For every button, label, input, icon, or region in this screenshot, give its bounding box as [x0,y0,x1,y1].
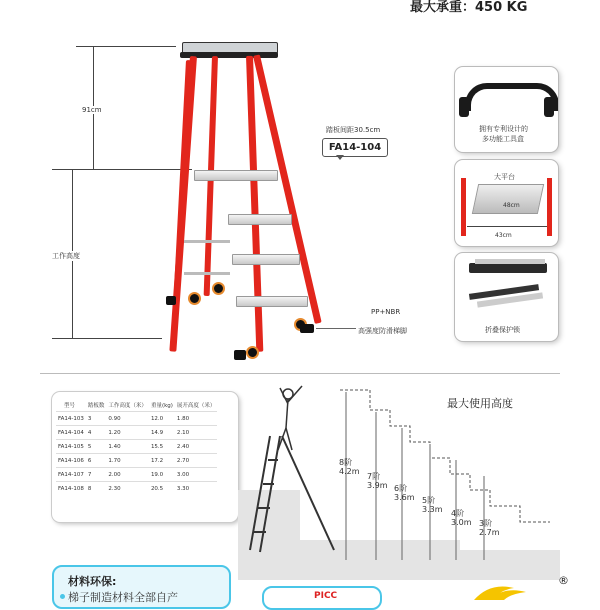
table-row [56,482,217,496]
working-height-label: 工作高度 [52,252,80,260]
usage-level [394,484,415,502]
table-cell: FA14-105 [56,440,86,454]
level-height: 3.0m [451,518,472,527]
table-cell: 1.70 [106,454,149,468]
col-header: 踏板数 [87,402,105,409]
table-cell: FA14-107 [56,468,86,482]
level-height: 4.2m [339,467,360,476]
level-steps: 4阶 [451,509,465,518]
stair-wall [238,490,560,580]
ladder-step [236,296,308,307]
registered-mark: ® [558,574,569,587]
col-header: 展开高度（米） [176,402,216,409]
table-cell: 6 [86,454,107,468]
lock-caption: 折叠保护锁 [485,326,520,334]
picc-label: PICC [314,591,338,601]
table-cell: 20.5 [149,482,175,496]
wheel [188,292,201,305]
section-divider [40,373,560,374]
foot-material-label: PP+NBR [371,308,401,316]
level-steps: 6阶 [394,484,408,493]
col-header: 型号 [64,402,76,409]
person-figure [278,386,302,450]
col-header: 工作高度（米） [108,402,147,409]
level-steps: 5阶 [422,496,436,505]
table-cell: FA14-106 [56,454,86,468]
usage-diagram [230,380,560,580]
usage-level [451,509,472,527]
level-height: 3.3m [422,505,443,514]
level-height: 3.9m [367,481,388,490]
table-cell: 0.90 [106,412,149,426]
material-title: 材料环保: [68,575,117,588]
table-cell: 2.10 [175,426,218,440]
table-cell: 2.40 [175,440,218,454]
tread-spacing-label: 踏板间距30.5cm [326,126,381,134]
lock-image-top [469,263,547,273]
level-steps: 7阶 [367,472,381,481]
ladder-foot [166,296,176,305]
ladder-step [194,170,278,181]
table-cell: 4 [86,426,107,440]
table-cell: 3.30 [175,482,218,496]
table-row [56,454,217,468]
usage-level [479,519,500,537]
table-cell: 1.20 [106,426,149,440]
brand-logo [470,578,530,602]
table-cell: 14.9 [149,426,175,440]
level-steps: 8阶 [339,458,353,467]
table-row [56,426,217,440]
table-cell: 2.00 [106,468,149,482]
level-height: 2.7m [479,528,500,537]
table-cell: FA14-103 [56,412,86,426]
usage-level [367,472,388,490]
platform-image [472,184,544,214]
level-height: 3.6m [394,493,415,502]
wheel [212,282,225,295]
table-cell: 3 [86,412,107,426]
platform-caption: 大平台 [494,173,515,181]
max-load-label: 最大承重：450 KG [410,0,528,15]
spec-table [56,398,217,495]
toolbox-caption-1: 拥有专利设计的 [479,125,528,133]
table-row [56,468,217,482]
foot-feature-label: 高强度防滑梯脚 [358,327,407,335]
table-cell: 1.80 [175,412,218,426]
material-text: 梯子制造材料全部自产 [68,591,178,604]
table-cell: 3.00 [175,468,218,482]
table-cell: 2.70 [175,454,218,468]
level-steps: 3阶 [479,519,493,528]
table-row [56,412,217,426]
table-cell: 2.30 [106,482,149,496]
staircase-outline [340,390,550,522]
table-row [56,440,217,454]
table-cell: 1.40 [106,440,149,454]
ladder-step [232,254,300,265]
table-cell: FA14-104 [56,426,86,440]
table-cell: 5 [86,440,107,454]
table-cell: 7 [86,468,107,482]
front-rail-right [253,54,322,324]
feature-panel-lock [455,253,558,341]
usage-level [339,458,360,476]
front-rail-left [246,56,263,352]
height-label: 91cm [82,106,102,114]
wheel [246,346,259,359]
platform-depth-label: 48cm [503,202,520,209]
ladder-foot [300,324,314,333]
table-cell: 12.0 [149,412,175,426]
ladder-step [228,214,292,225]
ladder-foot [234,350,246,360]
usage-level [422,496,443,514]
table-cell: FA14-108 [56,482,86,496]
usage-title: 最大使用高度 [447,397,513,410]
table-cell: 8 [86,482,107,496]
feature-panel-platform [455,160,558,246]
table-cell: 15.5 [149,440,175,454]
spec-table-card [52,392,238,522]
feature-panel-toolbox [455,67,558,152]
model-callout: FA14-104 [322,138,388,157]
table-cell: 19.0 [149,468,175,482]
platform-width-label: 43cm [495,232,512,239]
col-header: 重量(kg) [150,402,173,409]
toolbox-caption-2: 多功能工具盒 [482,135,524,143]
table-cell: 17.2 [149,454,175,468]
